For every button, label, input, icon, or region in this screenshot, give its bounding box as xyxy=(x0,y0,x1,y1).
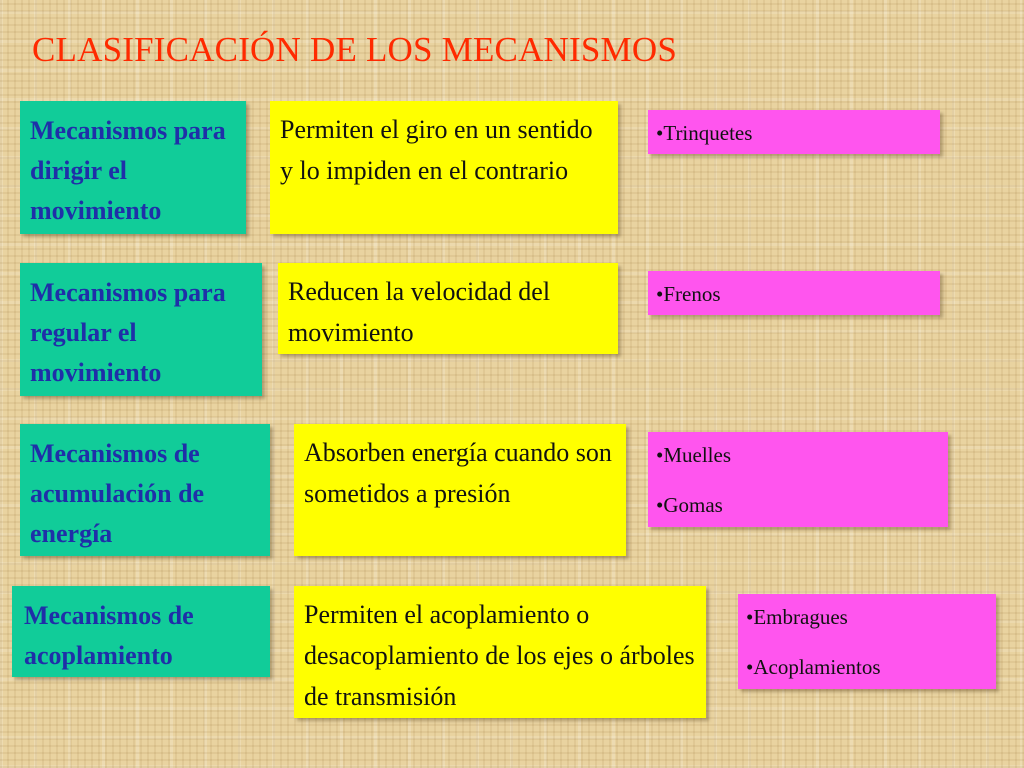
examples-box-regular xyxy=(648,271,940,315)
category-box-dirigir: Mecanismos para dirigir el movimiento xyxy=(20,101,246,234)
examples-box-acoplamiento xyxy=(738,594,996,689)
description-box-dirigir: Permiten el giro en un sentido y lo impiden en el contrario xyxy=(270,101,618,234)
example-item: •Muelles xyxy=(656,443,732,467)
category-box-acumulacion: Mecanismos de acumulación de energía xyxy=(20,424,270,556)
example-item: •Trinquetes xyxy=(656,121,753,145)
example-item: •Acoplamientos xyxy=(746,655,881,679)
category-box-acoplamiento: Mecanismos de acoplamiento xyxy=(12,586,270,677)
description-box-acoplamiento: Permiten el acoplamiento o desacoplamiento de los ejes o árboles de transmisión xyxy=(294,586,706,718)
examples-box-acumulacion xyxy=(648,432,948,527)
description-box-acumulacion: Absorben energía cuando son sometidos a presión xyxy=(294,424,626,556)
example-item: •Embragues xyxy=(746,605,848,629)
description-box-regular: Reducen la velocidad del movimiento xyxy=(278,263,618,354)
category-box-regular: Mecanismos para regular el movimiento xyxy=(20,263,262,396)
example-item: •Frenos xyxy=(656,282,721,306)
example-item: •Gomas xyxy=(656,493,723,517)
page-title: CLASIFICACIÓN DE LOS MECANISMOS xyxy=(32,30,678,69)
examples-box-dirigir xyxy=(648,110,940,154)
